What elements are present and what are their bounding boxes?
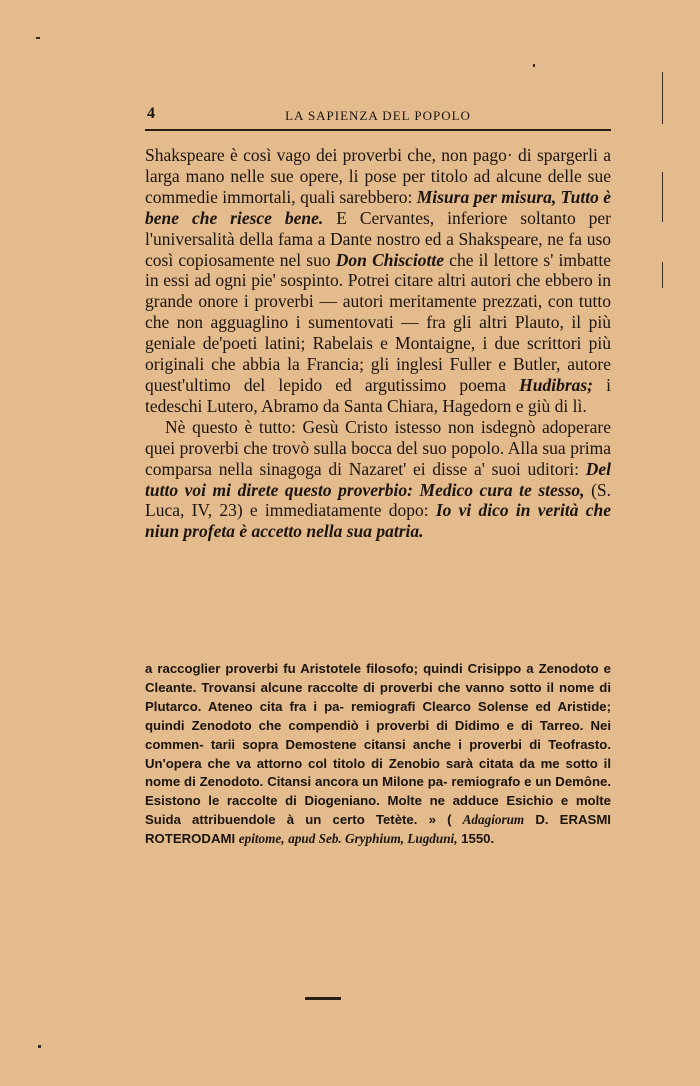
paragraph-2 (145, 417, 611, 542)
text-run: che abbia la Francia; gli inglesi Fuller e Butler, (211, 354, 561, 375)
ink-speck (533, 64, 535, 67)
text-run: che vanno sotto il nome di Plutarco. Ateneo cita fra i pa- (145, 679, 611, 714)
text-run: 1550. (457, 831, 495, 847)
italic-run: Misura per misura, Tutto è bene (145, 186, 612, 228)
text-run: a raccoglier proverbi fu Aristotele filosofo; quindi Crisippo (145, 661, 522, 676)
ink-speck (36, 37, 40, 39)
paragraph-1 (145, 145, 611, 417)
header-rule (145, 129, 611, 131)
text-run: di spargerli a larga mano nelle sue opere, li pose (145, 145, 611, 186)
text-run: — fra gli altri Plauto, il più geniale de'poeti latini; (145, 312, 612, 354)
page-number: 4 (147, 105, 155, 122)
text-run: Shakspeare è così vago dei proverbi che, non pago· (145, 145, 513, 165)
text-run: i tedeschi Lutero, Abramo da Santa Chiara, (145, 374, 611, 416)
footnote-block (145, 660, 611, 849)
text-run: Nè questo è tutto: Gesù Cristo istesso non isdegnò (165, 416, 536, 437)
text-run: D. ERASMI ROTERODAMI (145, 812, 611, 847)
text-run: Un'opera che va attorno col titolo di Zenobio sarà citata da (145, 755, 535, 771)
text-run: me sotto il nome di Zenodoto. Citansi ancora un Milone pa- (145, 755, 611, 790)
text-run: certo Tetète. » ( (332, 812, 452, 828)
text-run: Shakspeare, ne fa uso così copiosamente nel suo (145, 228, 612, 270)
italic-run: Del tutto voi (145, 458, 611, 500)
text-run: a Zenodoto e Cleante. Trovansi alcune raccolte di proverbi (145, 661, 611, 695)
italic-run: Adagiorum (462, 812, 525, 828)
text-run: per titolo ad alcune delle sue commedie immortali, (145, 165, 612, 207)
ink-speck (38, 1045, 41, 1048)
text-run: pie' sospinto. Potrei citare altri autori che ebbero (251, 270, 593, 291)
text-run: che il lettore s' imbatte in essi ad ogni (145, 249, 611, 291)
italic-run: mi direte questo proverbio: Medico cura te stesso, (212, 479, 585, 500)
text-run: remiografo e un Demône. Esistono le raccolte di Diogeniano. (145, 774, 611, 809)
italic-run: Io vi dico (435, 500, 509, 521)
text-run: adoperare quei proverbi che trovò sulla bocca del (145, 416, 611, 458)
text-run: per l'universalità della fama a Dante nostro ed a (145, 207, 611, 249)
text-run: Molte ne adduce Esichio e molte Suida attribuendole à un (145, 793, 611, 828)
page-header (145, 105, 611, 127)
italic-run: apud Seb. Gryphium, Lugduni, (288, 831, 458, 847)
margin-line-upper (662, 72, 663, 124)
text-run: E Cervantes, inferiore soltanto (323, 207, 576, 228)
margin-line-lower (662, 262, 663, 288)
italic-run: Don (335, 249, 367, 270)
text-run: (S. Luca, IV, 23) e immediatamente dopo: (145, 479, 611, 521)
italic-run: epitome, (238, 831, 285, 847)
page-end-dash (305, 997, 341, 1000)
text-run: compendiò i proverbi di Didimo e di Tarreo. Nei commen- (145, 717, 611, 752)
text-run: remiografi Clearco Solense ed Aristide; quindi Zenodoto che (145, 698, 611, 733)
text-run: tarii sopra Demostene citansi anche i proverbi di Teofrasto. (210, 736, 611, 752)
text-run: Rabelais e Montaigne, i due scrittori più originali (145, 333, 611, 375)
text-run: prezzati, con tutto che non agguaglino i sumentovati (145, 291, 611, 333)
italic-run: Hudibras; (519, 374, 594, 395)
margin-line-middle (662, 172, 663, 222)
italic-run: in verità che niun profeta è accetto nella sua patria. (145, 500, 612, 542)
text-run: quali sarebbero: (300, 186, 417, 207)
text-run: in grande onore i proverbi — autori meritamente (145, 270, 611, 312)
main-text (145, 145, 611, 542)
text-run: di Nazaret' ei disse a' suoi uditori: (328, 458, 586, 479)
text-run: suo popolo. Alla sua prima comparsa nella sinagoga (145, 437, 612, 479)
italic-run: che riesce bene. (191, 207, 324, 228)
running-title: LA SAPIENZA DEL POPOLO (285, 108, 471, 123)
text-run: autore quest'ultimo del lepido ed argutissimo poema (145, 354, 612, 395)
italic-run: Chisciotte (372, 249, 445, 270)
text-run: Hagedorn e giù di lì. (442, 395, 587, 416)
